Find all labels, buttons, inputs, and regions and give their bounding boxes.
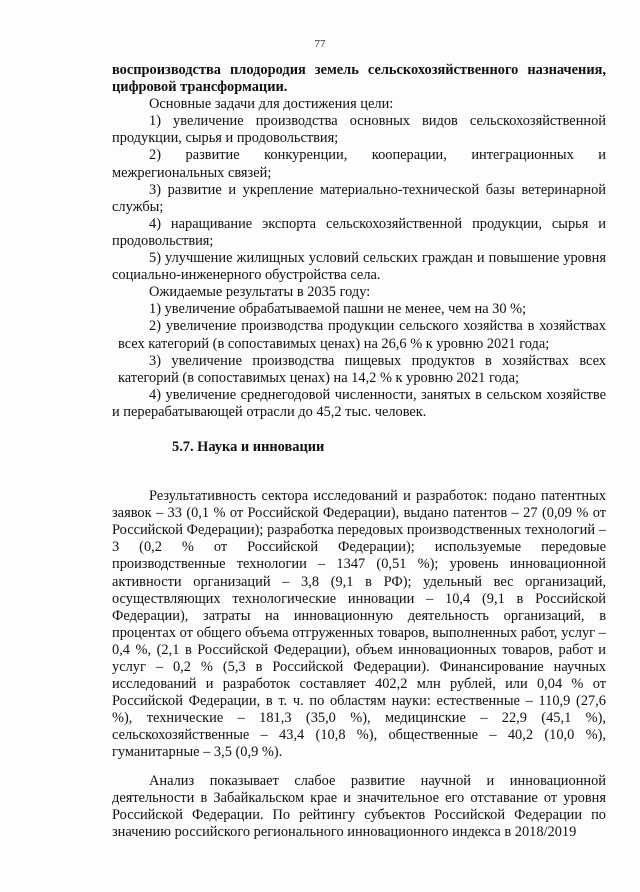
task-item: 1) увеличение производства основных видов сельскохозяйственной продукции, сырья и продовольствия; <box>112 113 606 147</box>
body-paragraph: Анализ показывает слабое развитие научной и инновационной деятельности в Забайкальском крае и значительное его отставание от уровня Российской Федерации. По рейтингу субъектов Российской Федерации по значению российского регионального инновационного индекса в 2018/2019 <box>112 772 606 840</box>
result-item: 4) увеличение среднегодовой численности, занятых в сельском хозяйстве и перерабатывающей отрасли до 45,2 тыс. человек. <box>112 386 606 420</box>
task-item: 3) развитие и укрепление материально-технической базы ветеринарной службы; <box>112 181 606 215</box>
result-item: 2) увеличение производства продукции сельского хозяйства в хозяйствах всех категорий (в сопоставимых ценах) на 26,6 % к уровню 2021 года; <box>118 318 606 352</box>
section-title: 5.7. Наука и инновации <box>172 438 325 455</box>
bold-lead-paragraph: воспроизводства плодородия земель сельскохозяйственного назначения, цифровой трансформации. <box>112 62 606 96</box>
page-number: 77 <box>314 38 326 50</box>
body-paragraph: Результативность сектора исследований и разработок: подано патентных заявок – 33 (0,1 % от Российской Федерации), выдано патентов – 27 (0,09 % от Российской Федерации); разработка передовых производственных технологий – 3 (0,2 % от Российской Федерации); используемые передовые производственные технологии – 1347 (0,51 %); уровень инновационной активности организаций – 3,8 (9,1 в РФ); удельный вес организаций, осуществляющих технологические инновации – 10,4 (9,1 в Российской Федерации), затраты на инновационную деятельность организаций, в процентах от общего объема отгруженных товаров, выполненных работ, услуг – 0,4 %, (2,1 в Российской Федерации), объем инновационных товаров, работ и услуг – 0,2 % (5,3 в Российской Федерации). Финансирование научных исследований и разработок составляет 402,2 млн рублей, или 0,04 % от Российской Федерации, в т. ч. по областям науки: естественные – 110,9 (27,6 %), технические – 181,3 (35,0 %), медицинские – 22,9 (45,1 %), сельскохозяйственные – 43,4 (10,8 %), общественные – 40,2 (10,0 %), гуманитарные – 3,5 (0,9 %). <box>112 488 606 761</box>
tasks-intro: Основные задачи для достижения цели: <box>149 96 394 113</box>
task-item: 4) наращивание экспорта сельскохозяйственной продукции, сырья и продовольствия; <box>112 215 606 249</box>
results-intro: Ожидаемые результаты в 2035 году: <box>149 284 371 301</box>
result-item: 3) увеличение производства пищевых продуктов в хозяйствах всех категорий (в сопоставимых ценах) на 14,2 % к уровню 2021 года; <box>118 352 606 386</box>
result-item: 1) увеличение обрабатываемой пашни не менее, чем на 30 %; <box>149 301 527 318</box>
page-content <box>112 62 606 841</box>
task-item: 2) развитие конкуренции, кооперации, интеграционных и межрегиональных связей; <box>112 147 606 181</box>
task-item: 5) улучшение жилищных условий сельских граждан и повышение уровня социально-инженерного обустройства села. <box>112 250 606 284</box>
